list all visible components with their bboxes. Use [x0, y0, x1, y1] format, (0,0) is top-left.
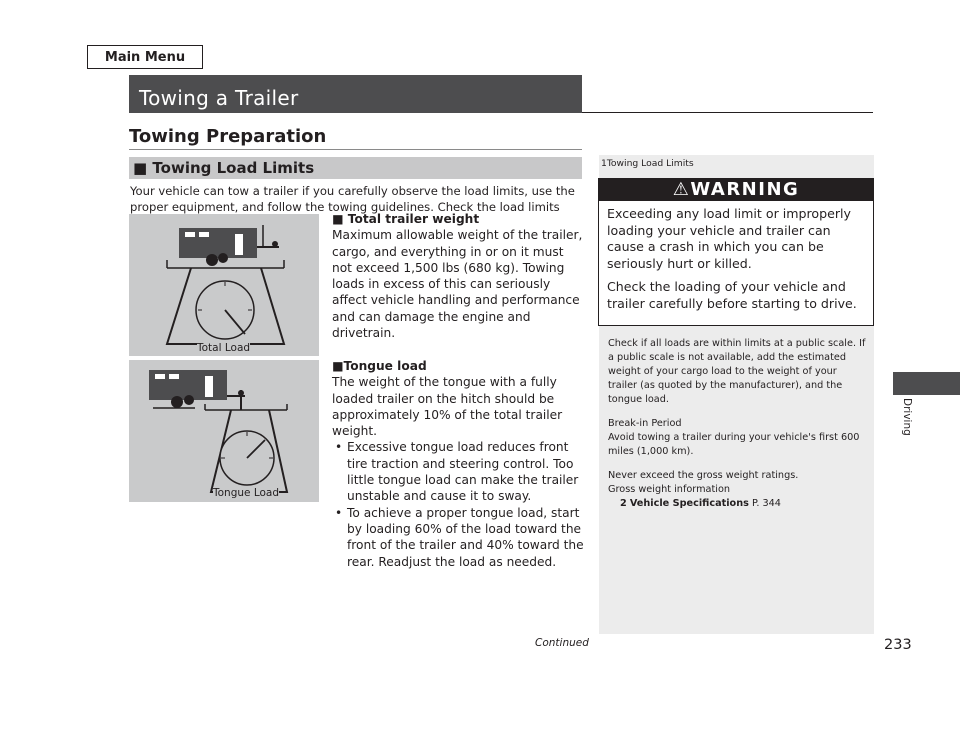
link-mark: 2	[620, 497, 627, 509]
square-bullet-icon: ■	[133, 159, 148, 177]
subsection-heading	[133, 157, 314, 179]
tongue-load-bullet: • Excessive tongue load reduces front tire traction and steering control. Too little tongue load can make the trailer unstable and cause it to sway.	[332, 439, 584, 504]
warning-text	[607, 206, 869, 319]
warning-header	[599, 179, 873, 201]
warning-paragraph: Check the loading of your vehicle and trailer carefully before starting to drive.	[607, 279, 857, 311]
continued-label: Continued	[535, 637, 589, 649]
tongue-load-section	[332, 358, 584, 570]
link-page[interactable]: P. 344	[751, 497, 781, 509]
trailer-scale-tongue-load-icon	[129, 360, 319, 502]
break-in-text: Avoid towing a trailer during your vehicle's first 600 miles (1,000 km).	[608, 432, 860, 458]
tongue-load-illustration	[129, 360, 319, 502]
square-bullet-icon: ■	[332, 359, 344, 373]
section-rule	[129, 149, 582, 150]
sidebar-heading	[601, 158, 694, 169]
tongue-load-heading-label: Tongue load	[343, 359, 427, 373]
break-in-paragraph	[608, 417, 866, 459]
warning-label: WARNING	[690, 179, 800, 200]
chapter-tab	[893, 372, 960, 395]
specifications-link[interactable]	[608, 497, 866, 511]
subsection-heading-label: Towing Load Limits	[152, 159, 315, 177]
tongue-load-text: The weight of the tongue with a fully loaded trailer on the hitch should be approximately 10% of the total trailer weight.	[332, 375, 563, 439]
ref-mark: 1	[601, 158, 607, 169]
sidebar-paragraph: Check if all loads are within limits at a public scale. If a public scale is not available, add the estimated weight of your cargo load to the weight of your trailer (as quoted by the manufacturer), and the tongue load.	[608, 338, 866, 406]
tongue-load-heading	[332, 358, 584, 374]
gross-text: Never exceed the gross weight ratings.	[608, 469, 799, 481]
break-in-title: Break-in Period	[608, 417, 682, 429]
square-bullet-icon: ■	[332, 212, 344, 226]
gross-weight-paragraph	[608, 469, 866, 483]
total-load-label: Total Load	[197, 342, 251, 354]
trailer-scale-total-load-icon	[129, 214, 319, 356]
total-weight-heading-label: Total trailer weight	[347, 212, 480, 226]
main-menu-button[interactable]: Main Menu	[87, 45, 203, 69]
sidebar-body	[608, 337, 866, 511]
tongue-load-label: Tongue Load	[213, 487, 280, 499]
page-number: 233	[884, 637, 912, 653]
page-title: Towing a Trailer	[139, 86, 299, 110]
warning-paragraph: Exceeding any load limit or improperly loading your vehicle and trailer can cause a crash in which you can be seriously hurt or killed.	[607, 206, 851, 271]
total-weight-heading	[332, 211, 584, 227]
chapter-label: Driving	[901, 398, 913, 436]
sidebar-heading-label: Towing Load Limits	[606, 158, 694, 169]
link-label[interactable]: Vehicle Specifications	[629, 497, 749, 509]
title-rule	[582, 112, 873, 113]
intro-paragraph: Your vehicle can tow a trailer if you carefully observe the load limits, use the proper equipment, and follow the towing guidelines. Check the load limits	[130, 184, 575, 214]
section-heading: Towing Preparation	[129, 126, 327, 147]
tongue-load-bullet: • To achieve a proper tongue load, start by loading 60% of the load toward the front of the trailer and 40% toward the rear. Readjust the load as needed.	[332, 505, 584, 570]
warning-triangle-icon: ⚠	[672, 179, 691, 200]
total-weight-text: Maximum allowable weight of the trailer, cargo, and everything in or on it must not exceed 1,500 lbs (680 kg). Towing loads in excess of this can seriously affect vehicle handling and performance and can damage the engine and drivetrain.	[332, 228, 583, 341]
total-load-illustration	[129, 214, 319, 356]
total-weight-section	[332, 211, 584, 341]
gross-info: Gross weight information	[608, 483, 731, 495]
